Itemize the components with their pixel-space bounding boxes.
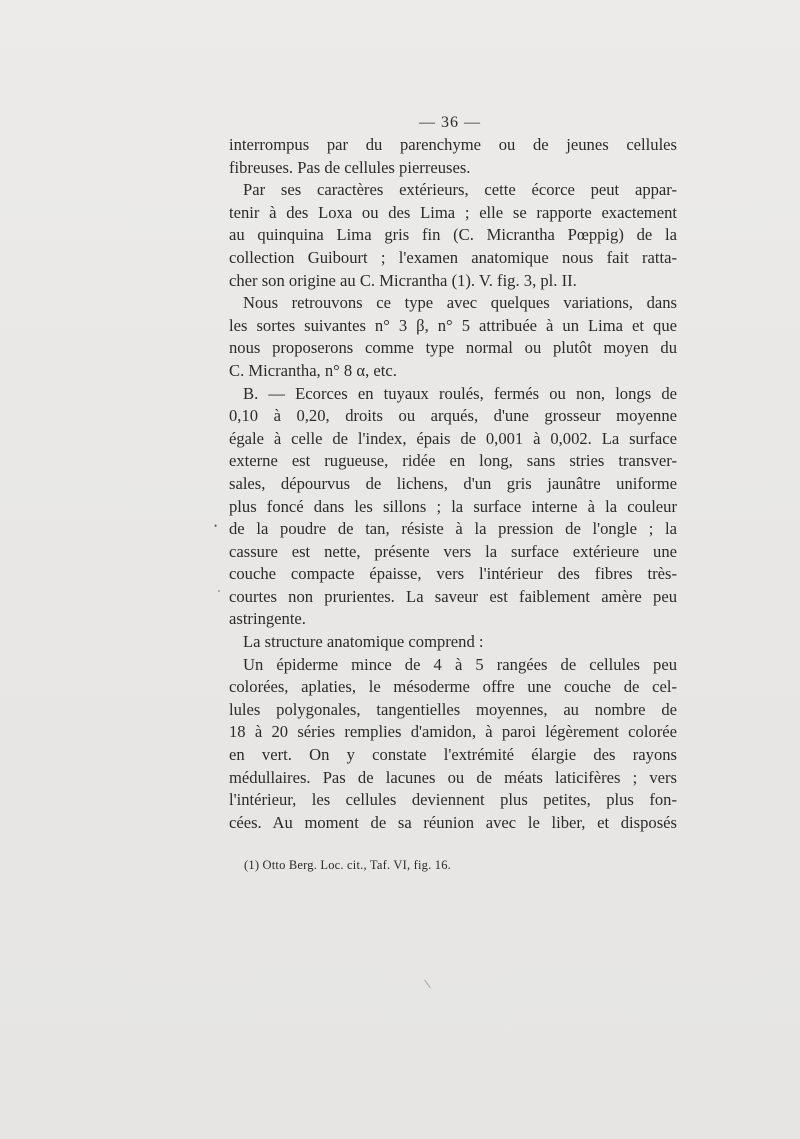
text-line: cées. Au moment de sa réunion avec le liber, et disposés: [229, 812, 677, 832]
text-line: tenir à des Loxa ou des Lima ; elle se rapporte exactement: [229, 202, 677, 222]
text-line: sales, dépourvus de lichens, d'un gris jaunâtre uniforme: [229, 473, 677, 493]
text-line: de la poudre de tan, résiste à la pression de l'ongle ; la: [229, 519, 677, 539]
text-line: au quinquina Lima gris fin (C. Micrantha Pœppig) de la: [229, 225, 677, 245]
text-line: médullaires. Pas de lacunes ou de méats laticifères ; vers: [229, 767, 677, 787]
stray-tick-mark: [424, 980, 431, 989]
text-line: couche compacte épaisse, vers l'intérieur des fibres très-: [229, 564, 677, 584]
text-line: cassure est nette, présente vers la surface extérieure une: [229, 541, 677, 561]
text-line: B. — Ecorces en tuyaux roulés, fermés ou non, longs de: [243, 383, 677, 403]
text-line: La structure anatomique comprend :: [243, 632, 484, 652]
text-line: C. Micrantha, n° 8 α, etc.: [229, 360, 397, 380]
text-line: les sortes suivantes n° 3 β, n° 5 attribuée à un Lima et que: [229, 315, 677, 335]
footnote: (1) Otto Berg. Loc. cit., Taf. VI, fig. 16.: [244, 858, 451, 872]
text-line: 0,10 à 0,20, droits ou arqués, d'une grosseur moyenne: [229, 406, 677, 426]
page-number: — 36 —: [419, 114, 481, 131]
text-line: externe est rugueuse, ridée en long, sans stries transver-: [229, 451, 677, 471]
body-text: [229, 134, 677, 834]
text-line: courtes non prurientes. La saveur est faiblement amère peu: [229, 586, 677, 606]
text-line: interrompus par du parenchyme ou de jeunes cellules: [229, 135, 677, 154]
text-line: en vert. On y constate l'extrémité élargie des rayons: [229, 745, 677, 765]
margin-dot: [218, 590, 220, 592]
text-line: fibreuses. Pas de cellules pierreuses.: [229, 157, 471, 177]
text-line: Par ses caractères extérieurs, cette écorce peut appar-: [243, 180, 677, 200]
text-line: l'intérieur, les cellules deviennent plus petites, plus fon-: [229, 790, 677, 810]
text-line: colorées, aplaties, le mésoderme offre une couche de cel-: [229, 677, 677, 697]
text-line: Nous retrouvons ce type avec quelques variations, dans: [243, 293, 677, 313]
text-line: 18 à 20 séries remplies d'amidon, à paroi légèrement colorée: [229, 722, 677, 742]
text-line: astringente.: [229, 609, 306, 629]
margin-mark: •: [214, 521, 218, 531]
text-line: cher son origine au C. Micrantha (1). V. fig. 3, pl. II.: [229, 270, 577, 290]
text-line: égale à celle de l'index, épais de 0,001 à 0,002. La surface: [229, 428, 677, 448]
text-line: Un épiderme mince de 4 à 5 rangées de cellules peu: [243, 654, 677, 674]
text-line: nous proposerons comme type normal ou plutôt moyen du: [229, 338, 677, 358]
text-line: lules polygonales, tangentielles moyennes, au nombre de: [229, 699, 677, 719]
text-line: collection Guibourt ; l'examen anatomique nous fait ratta-: [229, 247, 677, 267]
text-line: plus foncé dans les sillons ; la surface interne à la couleur: [229, 496, 677, 516]
